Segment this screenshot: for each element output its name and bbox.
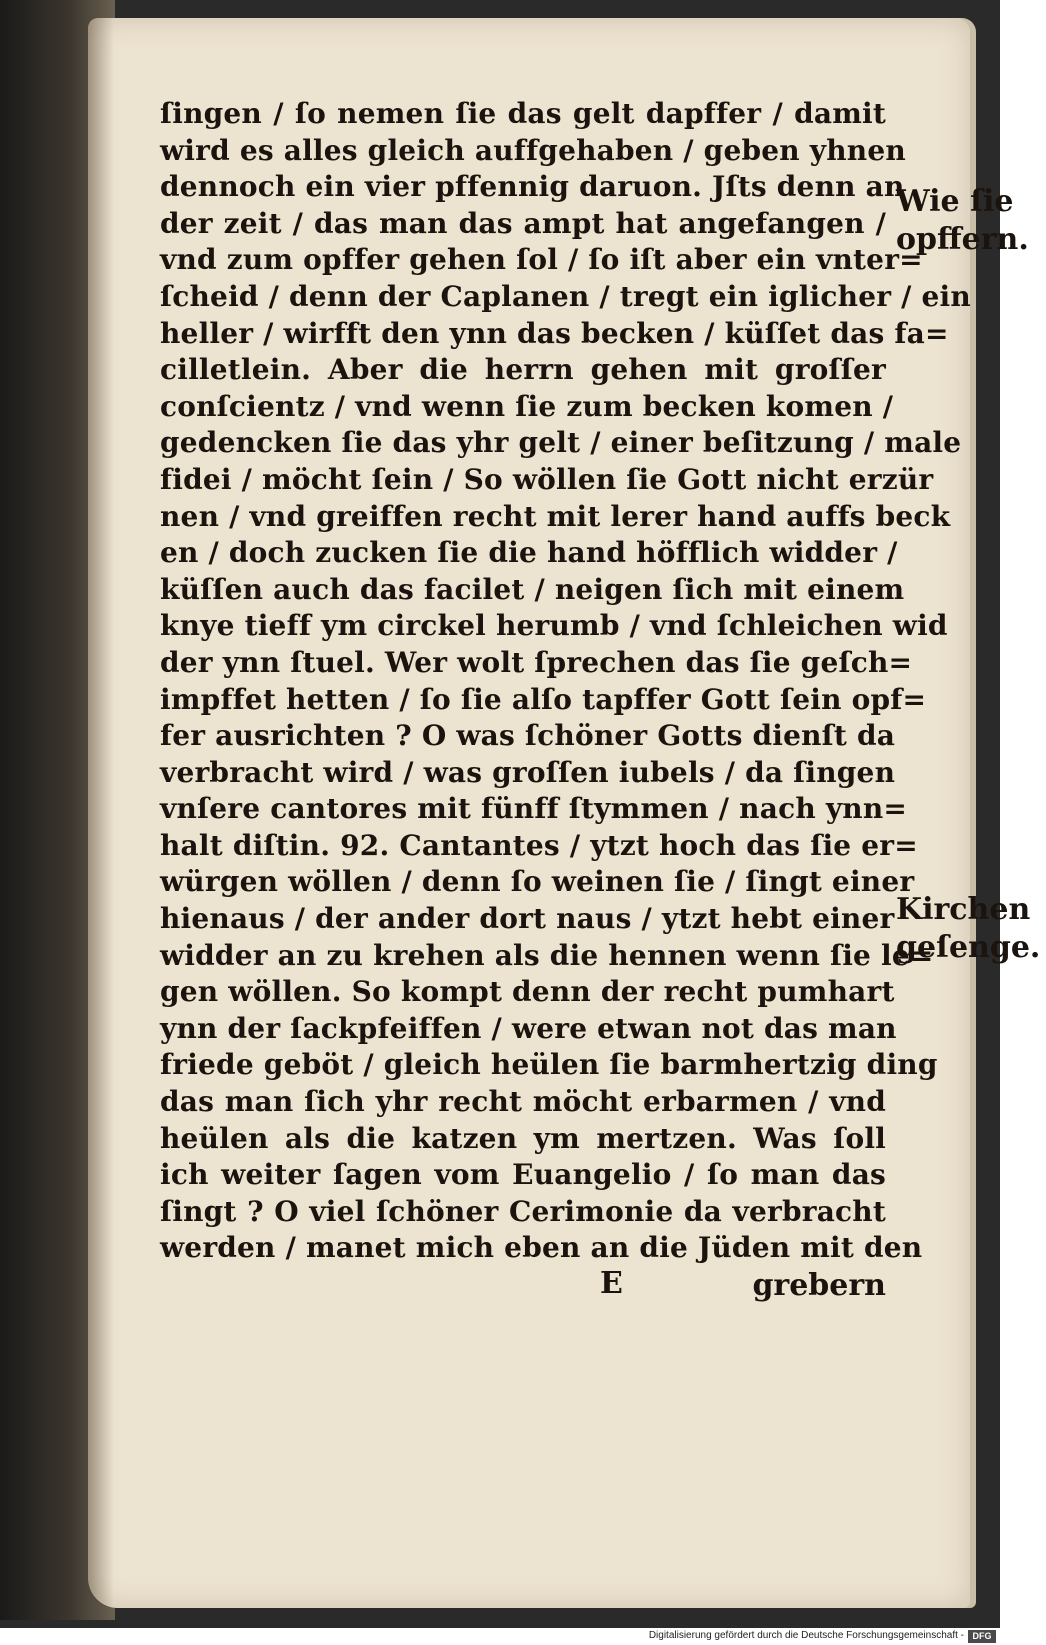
text-line: würgen wöllen / denn ſo weinen ſie / ſingt einer [160, 865, 915, 899]
text-line: wird es alles gleich auffgehaben / geben yhnen [160, 133, 906, 167]
text-line: en / doch zucken ſie die hand höfflich widder / [160, 536, 898, 570]
funding-credit: Digitalisierung gefördert durch die Deutsche Forschungsgemeinschaft - [648, 1630, 964, 1641]
book-page [88, 18, 1041, 1608]
catchword: grebern [752, 1268, 886, 1303]
marginal-note-church-songs [896, 891, 1046, 967]
text-line: knye tieff ym circkel herumb / vnd ſchleichen wid [160, 609, 948, 643]
text-line: cilletlein. Aber die herrn gehen mit groſſer [160, 353, 886, 387]
page-footer [160, 1266, 886, 1306]
text-line: fidei / möcht ſein / So wöllen ſie Gott nicht erzür [160, 462, 934, 496]
text-line: widder an zu krehen als die hennen wenn ſie le= [160, 938, 934, 972]
text-line: nen / vnd greiffen recht mit lerer hand auffs beck [160, 499, 951, 533]
dfg-logo: DFG [968, 1630, 996, 1643]
text-line: heller / wirfft den ynn das becken / küſſet das fa= [160, 316, 949, 350]
text-line: friede geböt / gleich heülen ſie barmhertzig ding [160, 1048, 938, 1082]
text-line: werden / manet mich eben an die Jüden mit den [160, 1231, 923, 1265]
text-line: das man ſich yhr recht möcht erbarmen / vnd [160, 1085, 886, 1119]
marginal-note-line: opffern. [896, 222, 1029, 257]
text-line: vnſere cantores mit fünff ſtymmen / nach ynn= [160, 792, 908, 826]
text-line: hienaus / der ander dort naus / ytzt hebt einer [160, 902, 895, 936]
text-line: halt diſtin. 92. Cantantes / ytzt hoch das ſie er= [160, 828, 918, 862]
text-line: conſcientz / vnd wenn ſie zum becken komen / [160, 389, 894, 423]
text-line: der ynn ſtuel. Wer wolt ſprechen das ſie geſch= [160, 645, 913, 679]
marginal-note-line: Wie ſie [896, 184, 1014, 219]
text-line: küſſen auch das facilet / neigen ſich mit einem [160, 572, 905, 606]
text-line: ynn der ſackpfeiffen / were etwan not das man [160, 1011, 897, 1045]
text-line: gen wöllen. So kompt denn der recht pumhart [160, 975, 895, 1009]
text-line: impffet hetten / ſo ſie alſo tapffer Gott ſein opf= [160, 682, 927, 716]
marginal-note-line: Kirchen [896, 892, 1031, 927]
text-line: dennoch ein vier pffennig daruon. Jſts denn an [160, 170, 905, 204]
text-line: ſingt ? O viel ſchöner Cerimonie da verbracht [160, 1194, 886, 1228]
text-line: der zeit / das man das ampt hat angefangen / [160, 206, 886, 240]
text-line: vnd zum opffer gehen ſol / ſo iſt aber ein vnter= [160, 243, 923, 277]
text-line: gedencken ſie das yhr gelt / einer beſitzung / male [160, 426, 962, 460]
text-line: fer ausrichten ? O was ſchöner Gotts dienſt da [160, 719, 896, 753]
text-line: verbracht wird / was groſſen iubels / da ſingen [160, 755, 896, 789]
signature-mark: E [600, 1266, 623, 1301]
marginal-note-offering [896, 183, 1046, 259]
text-line: ſcheid / denn der Caplanen / tregt ein iglicher / ein [160, 279, 971, 313]
text-line: heülen als die katzen ym mertzen. Was ſoll [160, 1121, 886, 1155]
text-line: ſingen / ſo nemen ſie das gelt dapffer / damit [160, 97, 886, 130]
text-line: ich weiter ſagen vom Euangelio / ſo man das [160, 1158, 886, 1192]
marginal-note-line: geſenge. [896, 930, 1041, 965]
